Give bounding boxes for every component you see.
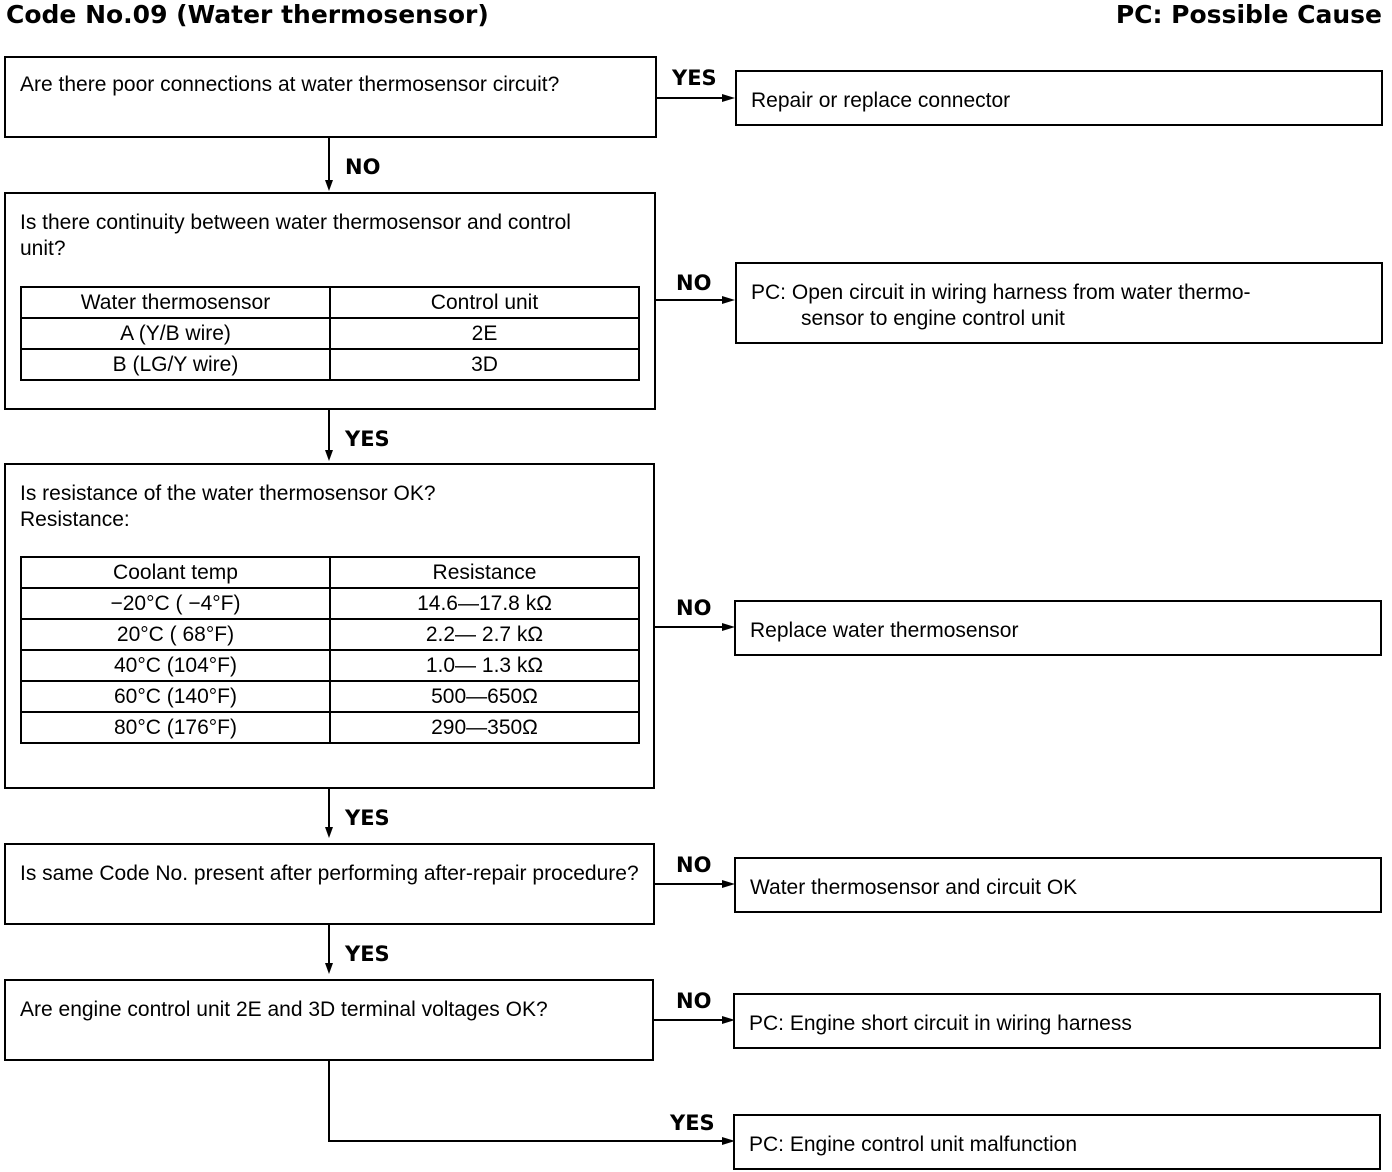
table-cell: 3D [330, 349, 639, 380]
table-row [21, 681, 639, 712]
question-box-connections [4, 56, 657, 138]
connector-line [655, 299, 725, 301]
result-text [749, 1132, 1369, 1158]
arrow-down-icon [325, 450, 333, 461]
connector-line [328, 788, 330, 828]
table-row [21, 349, 639, 380]
table-row [21, 712, 639, 743]
result-text: Replace water thermosensor [750, 619, 1019, 642]
table-cell: A (Y/B wire) [21, 318, 330, 349]
branch-label-yes: YES [345, 942, 390, 966]
result-box-open-circuit [735, 262, 1383, 344]
table-row [21, 588, 639, 619]
connector-line [653, 1019, 725, 1021]
question-box-resistance [4, 463, 655, 789]
connector-line [654, 626, 725, 628]
connector-line [328, 409, 330, 451]
connector-line [328, 1060, 330, 1142]
table-header-cell: Control unit [330, 287, 639, 318]
branch-label-no: NO [345, 155, 381, 179]
branch-label-yes: YES [672, 66, 717, 90]
table-cell: 80°C (176°F) [21, 712, 330, 743]
branch-label-no: NO [676, 989, 712, 1013]
diagram-title: Code No.09 (Water thermosensor) [6, 0, 489, 29]
table-cell: 290—350Ω [330, 712, 639, 743]
pc-text: Engine control unit malfunction [789, 1133, 1078, 1156]
pc-prefix: PC: [749, 1133, 785, 1156]
connector-line [328, 137, 330, 181]
table-cell: 2.2— 2.7 kΩ [330, 619, 639, 650]
arrow-down-icon [325, 180, 333, 191]
connector-line [654, 883, 725, 885]
result-box-short-circuit [733, 993, 1381, 1049]
question-line: Resistance: [20, 508, 130, 531]
pc-prefix: PC: [749, 1012, 785, 1035]
branch-label-yes: YES [345, 806, 390, 830]
connector-line [328, 1140, 725, 1142]
question-text: Is same Code No. present after performing after-repair procedure? [20, 862, 639, 885]
pc-text-continued: sensor to engine control unit [801, 307, 1065, 330]
question-text: Are there poor connections at water thermosensor circuit? [20, 73, 560, 96]
table-header-cell: Coolant temp [21, 557, 330, 588]
table-row [21, 318, 639, 349]
table-cell: 500—650Ω [330, 681, 639, 712]
arrow-right-icon [722, 94, 735, 102]
branch-label-yes: YES [670, 1111, 715, 1135]
table-cell: 60°C (140°F) [21, 681, 330, 712]
table-cell: 1.0— 1.3 kΩ [330, 650, 639, 681]
question-text: Are engine control unit 2E and 3D terminal voltages OK? [20, 998, 548, 1021]
arrow-down-icon [325, 963, 333, 974]
arrow-down-icon [325, 827, 333, 838]
branch-label-no: NO [676, 853, 712, 877]
result-text: Repair or replace connector [751, 89, 1011, 112]
result-text [751, 280, 1371, 332]
result-box-control-unit-malfunction [733, 1114, 1381, 1170]
table-header-cell: Water thermosensor [21, 287, 330, 318]
branch-label-no: NO [676, 271, 712, 295]
pc-text: Engine short circuit in wiring harness [789, 1012, 1132, 1035]
arrow-right-icon [722, 296, 735, 304]
table-header-cell: Resistance [330, 557, 639, 588]
question-box-terminal-voltages [4, 979, 654, 1061]
pc-text: Open circuit in wiring harness from water thermo- [791, 281, 1251, 304]
result-text [749, 1011, 1369, 1037]
table-row [21, 650, 639, 681]
question-text [20, 481, 639, 533]
table-cell: B (LG/Y wire) [21, 349, 330, 380]
question-box-continuity [4, 192, 656, 410]
branch-label-yes: YES [345, 427, 390, 451]
result-box-replace-sensor [734, 600, 1382, 656]
connector-line [656, 97, 725, 99]
table-cell: 2E [330, 318, 639, 349]
result-text: Water thermosensor and circuit OK [750, 876, 1078, 899]
connector-line [328, 924, 330, 964]
table-header-row [21, 287, 639, 318]
resistance-table [20, 556, 640, 744]
table-cell: 20°C ( 68°F) [21, 619, 330, 650]
result-box-repair-connector [735, 70, 1383, 126]
question-text: Is there continuity between water thermosensor and control unit? [20, 211, 571, 260]
question-box-same-code [4, 843, 655, 925]
question-line: Is resistance of the water thermosensor OK? [20, 482, 436, 505]
continuity-table [20, 286, 640, 381]
table-cell: 40°C (104°F) [21, 650, 330, 681]
table-row [21, 619, 639, 650]
result-box-circuit-ok [734, 857, 1382, 913]
branch-label-no: NO [676, 596, 712, 620]
table-header-row [21, 557, 639, 588]
table-cell: −20°C ( −4°F) [21, 588, 330, 619]
legend-possible-cause: PC: Possible Cause [1115, 0, 1382, 29]
table-cell: 14.6—17.8 kΩ [330, 588, 639, 619]
pc-prefix: PC: [751, 281, 787, 304]
